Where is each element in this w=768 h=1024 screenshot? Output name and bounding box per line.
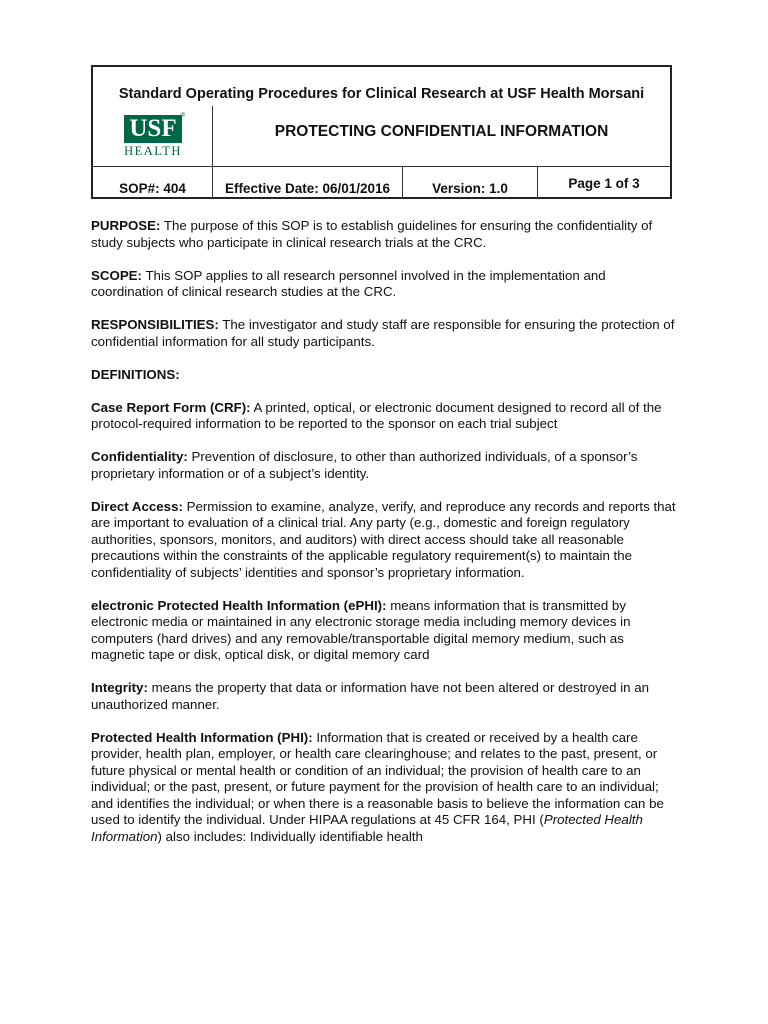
- definition-text: Permission to examine, analyze, verify, and reproduce any records and reports that are important to evaluation of a clinical trial. Any party (e.g., domestic and foreign regulatory authorities, sponsors, monitors, and auditors) with direct access should take all reasonable precautions within the constraints of the applicable regulatory requirement(s) to maintain the confidentiality of subjects’ identities and sponsor’s proprietary information.: [91, 498, 676, 580]
- logo-health-wordmark: HEALTH: [124, 144, 182, 158]
- definition-term: Case Report Form (CRF):: [91, 399, 251, 415]
- definition-italic-text: Protected Health Information: [91, 812, 643, 844]
- definition-confidentiality: [91, 449, 681, 482]
- page-indicator: Page 1 of 3: [568, 176, 640, 191]
- document-title: PROTECTING CONFIDENTIAL INFORMATION: [274, 123, 609, 140]
- definitions-heading-label: DEFINITIONS:: [91, 366, 180, 382]
- definition-phi: [91, 730, 681, 846]
- definition-term: Confidentiality:: [91, 449, 188, 464]
- purpose-label: PURPOSE:: [91, 218, 161, 233]
- definition-crf: [91, 400, 681, 433]
- sop-header-table: [91, 65, 672, 199]
- definition-text: means information that is transmitted by electronic media or maintained in any electronic storage media including memory devices in computers (hard drives) and any removable/transportable digital memory medium, such as magnetic tape or disk, optical disk, or digital memory card: [91, 597, 631, 662]
- logo-registered-mark: ®: [180, 113, 185, 119]
- definition-ephi: [91, 598, 681, 664]
- scope-text: This SOP applies to all research personnel involved in the implementation and coordination of clinical research studies at the CRC.: [91, 267, 606, 299]
- sop-number: SOP#: 404: [93, 167, 213, 199]
- definition-integrity: [91, 680, 681, 713]
- effective-date: Effective Date: 06/01/2016: [213, 167, 403, 199]
- responsibilities-label: RESPONSIBILITIES:: [91, 317, 219, 332]
- purpose-text: The purpose of this SOP is to establish guidelines for ensuring the confidentiality of study subjects who participate in clinical research trials at the CRC.: [91, 218, 653, 250]
- document-body: [91, 218, 681, 862]
- purpose-paragraph: [91, 218, 681, 251]
- logo-cell: [93, 106, 213, 166]
- definition-text: A printed, optical, or electronic document designed to record all of the protocol-required information to be reported to the sponsor on each trial subject: [91, 399, 662, 431]
- responsibilities-text: The investigator and study staff are responsible for ensuring the protection of confidential information for all study participants.: [91, 317, 675, 349]
- definition-text: means the property that data or information have not been altered or destroyed in an unauthorized manner.: [91, 680, 650, 712]
- logo-usf-wordmark: USF: [124, 115, 182, 143]
- meta-row: [93, 166, 670, 199]
- definition-text: Information that is created or received by a health care provider, health plan, employer, or health care clearinghouse; and relates to the past, present, or future physical or mental health or condition of an individual; the provision of health care to an individual; or the past, present, or future payment for the provision of health care to an individual; and identifies the individual; or when there is a reasonable basis to believe the information can be used to identify the individual. Under HIPAA regulations at 45 CFR 164, PHI (: [91, 729, 664, 827]
- definition-direct-access: [91, 499, 681, 582]
- sop-series-title: Standard Operating Procedures for Clinical Research at USF Health Morsani: [118, 86, 645, 102]
- definition-term: Integrity:: [91, 680, 148, 695]
- scope-paragraph: [91, 268, 681, 301]
- scope-label: SCOPE:: [91, 267, 142, 283]
- version: Version: 1.0: [403, 167, 538, 199]
- definitions-heading: [91, 367, 681, 384]
- definition-text-continued: ) also includes: Individually identifiable health: [157, 828, 423, 844]
- definition-term: electronic Protected Health Information (ePHI):: [91, 597, 387, 613]
- responsibilities-paragraph: [91, 317, 681, 350]
- definition-term: Protected Health Information (PHI):: [91, 729, 313, 745]
- usf-health-logo: [121, 113, 185, 159]
- definition-text: Prevention of disclosure, to other than authorized individuals, of a sponsor’s proprietary information or of a subject’s identity.: [91, 449, 638, 481]
- definition-term: Direct Access:: [91, 498, 183, 514]
